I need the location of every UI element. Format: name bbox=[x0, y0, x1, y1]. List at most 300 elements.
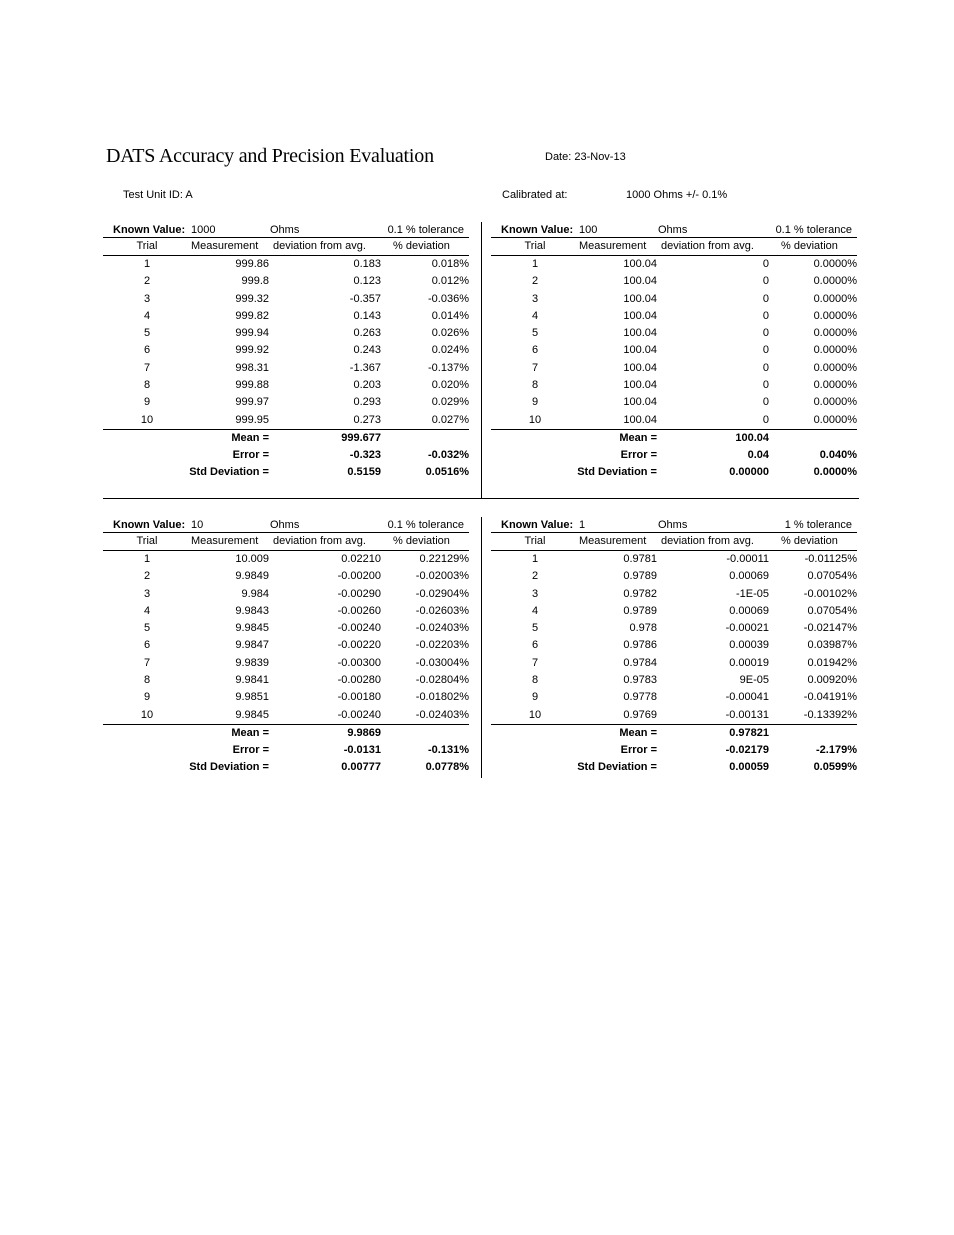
table-row bbox=[491, 377, 857, 394]
pct-deviation-cell: 0.0000% bbox=[813, 379, 857, 392]
measurement-cell: 999.8 bbox=[241, 275, 269, 288]
deviation-cell: 0 bbox=[762, 275, 769, 288]
table-row bbox=[103, 256, 469, 273]
trial-cell: 8 bbox=[531, 379, 539, 392]
error-row bbox=[491, 447, 857, 464]
table-row bbox=[491, 707, 857, 724]
mean-row bbox=[491, 725, 857, 742]
std-deviation-value: 0.5159 bbox=[347, 466, 381, 479]
deviation-cell: -0.00290 bbox=[337, 587, 381, 600]
pct-deviation-cell: 0.0000% bbox=[813, 396, 857, 409]
trial-cell: 6 bbox=[143, 344, 151, 357]
pct-deviation-cell: 0.0000% bbox=[813, 361, 857, 374]
error-value: -0.02179 bbox=[725, 744, 769, 757]
trial-cell: 3 bbox=[143, 292, 151, 305]
deviation-cell: -0.357 bbox=[349, 292, 381, 305]
measurement-cell: 999.95 bbox=[235, 413, 269, 426]
pct-deviation-cell: -0.02003% bbox=[415, 570, 469, 583]
pct-deviation-cell: 0.026% bbox=[431, 327, 469, 340]
known-value-row bbox=[491, 518, 857, 532]
pct-deviation-cell: 0.07054% bbox=[807, 570, 857, 583]
trial-cell: 4 bbox=[143, 309, 151, 322]
header-measurement: Measurement bbox=[579, 535, 647, 547]
measurement-cell: 100.04 bbox=[623, 309, 657, 322]
measurement-cell: 999.86 bbox=[235, 258, 269, 270]
calibrated-value: 1000 Ohms +/- 0.1% bbox=[626, 189, 728, 201]
mean-row bbox=[103, 430, 469, 447]
header-pct-deviation: % deviation bbox=[393, 240, 450, 252]
pct-deviation-cell: -0.02904% bbox=[415, 587, 469, 600]
measurement-cell: 9.9849 bbox=[235, 570, 269, 583]
pct-deviation-cell: -0.00102% bbox=[803, 587, 857, 600]
measurement-cell: 999.82 bbox=[235, 309, 269, 322]
deviation-cell: 0.263 bbox=[353, 327, 381, 340]
table-row bbox=[103, 586, 469, 603]
deviation-cell: -1.367 bbox=[349, 361, 381, 374]
trial-cell: 8 bbox=[531, 674, 539, 687]
tolerance-label: 0.1 % tolerance bbox=[387, 224, 464, 236]
measurement-cell: 0.978 bbox=[629, 622, 657, 635]
table-row bbox=[103, 603, 469, 620]
std-deviation-label: Std Deviation = bbox=[189, 466, 269, 479]
deviation-cell: -0.00021 bbox=[725, 622, 769, 635]
mean-value: 0.97821 bbox=[729, 726, 769, 739]
measurement-cell: 999.94 bbox=[235, 327, 269, 340]
table-row bbox=[103, 707, 469, 724]
table-row bbox=[491, 342, 857, 359]
deviation-cell: 9E-05 bbox=[739, 674, 769, 687]
measurement-cell: 100.04 bbox=[623, 258, 657, 270]
known-value: 1000 bbox=[191, 224, 216, 236]
known-value-row bbox=[103, 223, 469, 237]
measurement-cell: 100.04 bbox=[623, 379, 657, 392]
error-pct-value: -0.032% bbox=[428, 449, 469, 462]
error-value: 0.04 bbox=[747, 449, 769, 462]
pct-deviation-cell: -0.03004% bbox=[415, 656, 469, 669]
header-measurement: Measurement bbox=[579, 240, 647, 252]
table-row bbox=[491, 291, 857, 308]
table-row bbox=[103, 394, 469, 411]
known-value-unit: Ohms bbox=[270, 519, 300, 531]
header-trial: Trial bbox=[524, 240, 546, 252]
measurement-cell: 0.9789 bbox=[623, 604, 657, 617]
measurement-cell: 999.32 bbox=[235, 292, 269, 305]
std-deviation-pct-value: 0.0000% bbox=[813, 466, 857, 479]
std-deviation-value: 0.00059 bbox=[729, 761, 769, 774]
pct-deviation-cell: 0.012% bbox=[431, 275, 469, 288]
std-deviation-pct-value: 0.0599% bbox=[813, 761, 857, 774]
data-table-panel bbox=[491, 518, 857, 777]
trial-cell: 4 bbox=[531, 604, 539, 617]
data-table-panel bbox=[103, 223, 469, 482]
table-row bbox=[491, 551, 857, 568]
measurement-cell: 0.9784 bbox=[623, 656, 657, 669]
deviation-cell: -1E-05 bbox=[735, 587, 769, 600]
stats-block bbox=[491, 724, 857, 777]
trial-cell: 9 bbox=[531, 396, 539, 409]
trial-cell: 9 bbox=[531, 691, 539, 704]
std-deviation-row bbox=[491, 464, 857, 481]
pct-deviation-cell: 0.027% bbox=[431, 413, 469, 426]
measurement-cell: 10.009 bbox=[235, 553, 269, 565]
table-row bbox=[491, 256, 857, 273]
table-row bbox=[103, 291, 469, 308]
measurement-cell: 100.04 bbox=[623, 344, 657, 357]
pct-deviation-cell: -0.01802% bbox=[415, 691, 469, 704]
table-row bbox=[103, 637, 469, 654]
measurement-cell: 100.04 bbox=[623, 361, 657, 374]
deviation-cell: -0.00220 bbox=[337, 639, 381, 652]
pct-deviation-cell: 0.029% bbox=[431, 396, 469, 409]
deviation-cell: -0.00240 bbox=[337, 622, 381, 635]
trial-cell: 7 bbox=[143, 656, 151, 669]
deviation-cell: 0 bbox=[762, 396, 769, 409]
trial-cell: 2 bbox=[143, 570, 151, 583]
pct-deviation-cell: 0.01942% bbox=[807, 656, 857, 669]
measurement-cell: 100.04 bbox=[623, 292, 657, 305]
mean-label: Mean = bbox=[619, 726, 657, 739]
std-deviation-row bbox=[103, 759, 469, 776]
error-pct-value: -2.179% bbox=[816, 744, 857, 757]
pct-deviation-cell: -0.036% bbox=[428, 292, 469, 305]
deviation-cell: 0 bbox=[762, 309, 769, 322]
trial-cell: 9 bbox=[143, 396, 151, 409]
page-title: DATS Accuracy and Precision Evaluation bbox=[106, 145, 434, 167]
table-row bbox=[491, 360, 857, 377]
header-trial: Trial bbox=[136, 535, 158, 547]
pct-deviation-cell: -0.02603% bbox=[415, 604, 469, 617]
header-deviation: deviation from avg. bbox=[661, 240, 754, 252]
pct-deviation-cell: -0.04191% bbox=[803, 691, 857, 704]
table-row bbox=[103, 325, 469, 342]
trial-cell: 5 bbox=[531, 622, 539, 635]
pct-deviation-cell: 0.018% bbox=[431, 258, 469, 270]
mean-label: Mean = bbox=[619, 431, 657, 444]
deviation-cell: 0.00069 bbox=[729, 570, 769, 583]
error-label: Error = bbox=[232, 744, 269, 757]
trial-cell: 1 bbox=[143, 258, 151, 270]
pct-deviation-cell: -0.02804% bbox=[415, 674, 469, 687]
pct-deviation-cell: 0.22129% bbox=[419, 553, 469, 565]
table-row bbox=[103, 273, 469, 290]
deviation-cell: -0.00011 bbox=[726, 553, 769, 565]
known-value-label: Known Value: bbox=[501, 224, 574, 236]
error-label: Error = bbox=[620, 449, 657, 462]
measurement-cell: 9.9841 bbox=[235, 674, 269, 687]
table-row bbox=[491, 603, 857, 620]
trial-cell: 2 bbox=[143, 275, 151, 288]
error-label: Error = bbox=[620, 744, 657, 757]
table-row bbox=[491, 637, 857, 654]
deviation-cell: -0.00200 bbox=[337, 570, 381, 583]
trial-cell: 10 bbox=[528, 413, 542, 426]
horizontal-divider bbox=[103, 498, 859, 499]
deviation-cell: 0.273 bbox=[353, 413, 381, 426]
known-value: 1 bbox=[579, 519, 586, 531]
deviation-cell: 0.203 bbox=[353, 379, 381, 392]
deviation-cell: 0.183 bbox=[353, 258, 381, 270]
pct-deviation-cell: 0.03987% bbox=[807, 639, 857, 652]
pct-deviation-cell: -0.02203% bbox=[415, 639, 469, 652]
test-unit-id: Test Unit ID: A bbox=[123, 189, 193, 201]
std-deviation-pct-value: 0.0778% bbox=[425, 761, 469, 774]
deviation-cell: 0.02210 bbox=[341, 553, 381, 565]
error-value: -0.0131 bbox=[343, 744, 381, 757]
deviation-cell: 0 bbox=[762, 379, 769, 392]
trial-cell: 7 bbox=[143, 361, 151, 374]
table-header bbox=[491, 532, 857, 551]
calibrated-label: Calibrated at: bbox=[502, 189, 568, 201]
measurement-cell: 9.9845 bbox=[235, 708, 269, 721]
table-row bbox=[491, 412, 857, 429]
std-deviation-label: Std Deviation = bbox=[577, 466, 657, 479]
table-row bbox=[103, 551, 469, 568]
trial-cell: 7 bbox=[531, 361, 539, 374]
error-row bbox=[103, 447, 469, 464]
error-row bbox=[491, 742, 857, 759]
pct-deviation-cell: 0.0000% bbox=[813, 292, 857, 305]
table-row bbox=[103, 620, 469, 637]
vertical-divider-bottom bbox=[481, 517, 482, 778]
mean-label: Mean = bbox=[231, 726, 269, 739]
table-row bbox=[491, 394, 857, 411]
pct-deviation-cell: 0.07054% bbox=[807, 604, 857, 617]
pct-deviation-cell: -0.01125% bbox=[804, 553, 857, 565]
trial-cell: 8 bbox=[143, 674, 151, 687]
header-pct-deviation: % deviation bbox=[781, 240, 838, 252]
trial-cell: 9 bbox=[143, 691, 151, 704]
std-deviation-value: 0.00777 bbox=[341, 761, 381, 774]
trial-cell: 7 bbox=[531, 656, 539, 669]
trial-cell: 10 bbox=[140, 413, 154, 426]
deviation-cell: -0.00041 bbox=[725, 691, 769, 704]
mean-value: 999.677 bbox=[341, 431, 381, 444]
trial-cell: 10 bbox=[528, 708, 542, 721]
tolerance-label: 1 % tolerance bbox=[784, 519, 852, 531]
pct-deviation-cell: 0.00920% bbox=[807, 674, 857, 687]
measurement-cell: 100.04 bbox=[623, 275, 657, 288]
deviation-cell: 0 bbox=[762, 413, 769, 426]
known-value-label: Known Value: bbox=[501, 519, 574, 531]
deviation-cell: 0.123 bbox=[353, 275, 381, 288]
table-row bbox=[103, 308, 469, 325]
header-measurement: Measurement bbox=[191, 535, 259, 547]
data-table-panel bbox=[491, 223, 857, 482]
pct-deviation-cell: -0.02403% bbox=[415, 622, 469, 635]
measurement-cell: 9.9839 bbox=[235, 656, 269, 669]
deviation-cell: -0.00131 bbox=[725, 708, 769, 721]
deviation-cell: 0.00069 bbox=[729, 604, 769, 617]
data-table-panel bbox=[103, 518, 469, 777]
trial-cell: 5 bbox=[143, 622, 151, 635]
std-deviation-row bbox=[103, 464, 469, 481]
pct-deviation-cell: 0.0000% bbox=[813, 327, 857, 340]
table-header bbox=[103, 237, 469, 256]
pct-deviation-cell: -0.02147% bbox=[803, 622, 857, 635]
known-value-unit: Ohms bbox=[658, 519, 688, 531]
trial-cell: 5 bbox=[531, 327, 539, 340]
header-deviation: deviation from avg. bbox=[661, 535, 754, 547]
pct-deviation-cell: 0.0000% bbox=[813, 344, 857, 357]
table-row bbox=[103, 689, 469, 706]
trial-cell: 4 bbox=[143, 604, 151, 617]
stats-block bbox=[103, 724, 469, 777]
table-row bbox=[103, 342, 469, 359]
measurement-cell: 9.9843 bbox=[235, 604, 269, 617]
measurement-cell: 998.31 bbox=[235, 361, 269, 374]
known-value-unit: Ohms bbox=[270, 224, 300, 236]
trial-cell: 3 bbox=[531, 587, 539, 600]
stats-block bbox=[491, 429, 857, 482]
table-row bbox=[103, 568, 469, 585]
pct-deviation-cell: 0.0000% bbox=[813, 309, 857, 322]
stats-block bbox=[103, 429, 469, 482]
deviation-cell: 0.293 bbox=[353, 396, 381, 409]
deviation-cell: 0 bbox=[762, 361, 769, 374]
std-deviation-value: 0.00000 bbox=[729, 466, 769, 479]
pct-deviation-cell: 0.0000% bbox=[813, 275, 857, 288]
vertical-divider-top bbox=[481, 222, 482, 498]
measurement-cell: 100.04 bbox=[623, 396, 657, 409]
table-row bbox=[491, 308, 857, 325]
std-deviation-label: Std Deviation = bbox=[577, 761, 657, 774]
table-row bbox=[103, 360, 469, 377]
deviation-cell: 0 bbox=[762, 327, 769, 340]
header-trial: Trial bbox=[524, 535, 546, 547]
table-header bbox=[491, 237, 857, 256]
table-row bbox=[491, 672, 857, 689]
error-pct-value: 0.040% bbox=[819, 449, 857, 462]
pct-deviation-cell: 0.014% bbox=[431, 309, 469, 322]
header-measurement: Measurement bbox=[191, 240, 259, 252]
measurement-cell: 100.04 bbox=[623, 327, 657, 340]
header-deviation: deviation from avg. bbox=[273, 240, 366, 252]
table-row bbox=[103, 655, 469, 672]
table-row bbox=[491, 655, 857, 672]
measurement-cell: 100.04 bbox=[623, 413, 657, 426]
deviation-cell: -0.00260 bbox=[337, 604, 381, 617]
deviation-cell: 0 bbox=[762, 344, 769, 357]
std-deviation-row bbox=[491, 759, 857, 776]
pct-deviation-cell: 0.024% bbox=[431, 344, 469, 357]
std-deviation-pct-value: 0.0516% bbox=[425, 466, 469, 479]
tolerance-label: 0.1 % tolerance bbox=[775, 224, 852, 236]
table-row bbox=[103, 672, 469, 689]
deviation-cell: -0.00280 bbox=[337, 674, 381, 687]
known-value-label: Known Value: bbox=[113, 519, 186, 531]
trial-cell: 3 bbox=[531, 292, 539, 305]
measurement-cell: 999.97 bbox=[235, 396, 269, 409]
trial-cell: 4 bbox=[531, 309, 539, 322]
table-row bbox=[491, 568, 857, 585]
pct-deviation-cell: -0.02403% bbox=[415, 708, 469, 721]
measurement-cell: 0.9789 bbox=[623, 570, 657, 583]
error-label: Error = bbox=[232, 449, 269, 462]
mean-label: Mean = bbox=[231, 431, 269, 444]
table-row bbox=[491, 586, 857, 603]
deviation-cell: -0.00300 bbox=[337, 656, 381, 669]
trial-cell: 2 bbox=[531, 570, 539, 583]
measurement-cell: 0.9769 bbox=[623, 708, 657, 721]
date-text: Date: 23-Nov-13 bbox=[545, 151, 626, 163]
mean-row bbox=[103, 725, 469, 742]
header-pct-deviation: % deviation bbox=[781, 535, 838, 547]
table-row bbox=[103, 412, 469, 429]
trial-cell: 1 bbox=[143, 553, 151, 565]
deviation-cell: -0.00180 bbox=[337, 691, 381, 704]
measurement-cell: 9.9851 bbox=[235, 691, 269, 704]
deviation-cell: 0.243 bbox=[353, 344, 381, 357]
known-value-row bbox=[491, 223, 857, 237]
pct-deviation-cell: 0.0000% bbox=[813, 258, 857, 270]
table-row bbox=[491, 620, 857, 637]
measurement-cell: 999.88 bbox=[235, 379, 269, 392]
mean-value: 100.04 bbox=[735, 431, 769, 444]
trial-cell: 8 bbox=[143, 379, 151, 392]
error-value: -0.323 bbox=[349, 449, 381, 462]
std-deviation-label: Std Deviation = bbox=[189, 761, 269, 774]
deviation-cell: 0.143 bbox=[353, 309, 381, 322]
deviation-cell: 0.00019 bbox=[729, 656, 769, 669]
known-value-unit: Ohms bbox=[658, 224, 688, 236]
deviation-cell: 0 bbox=[762, 292, 769, 305]
table-row bbox=[103, 377, 469, 394]
table-row bbox=[491, 325, 857, 342]
error-pct-value: -0.131% bbox=[428, 744, 469, 757]
measurement-cell: 9.9847 bbox=[235, 639, 269, 652]
trial-cell: 6 bbox=[143, 639, 151, 652]
measurement-cell: 999.92 bbox=[235, 344, 269, 357]
trial-cell: 2 bbox=[531, 275, 539, 288]
header-trial: Trial bbox=[136, 240, 158, 252]
deviation-cell: -0.00240 bbox=[337, 708, 381, 721]
error-row bbox=[103, 742, 469, 759]
measurement-cell: 0.9781 bbox=[623, 553, 657, 565]
table-row bbox=[491, 273, 857, 290]
trial-cell: 1 bbox=[531, 553, 539, 565]
measurement-cell: 0.9786 bbox=[623, 639, 657, 652]
table-header bbox=[103, 532, 469, 551]
known-value-label: Known Value: bbox=[113, 224, 186, 236]
measurement-cell: 0.9783 bbox=[623, 674, 657, 687]
measurement-cell: 0.9782 bbox=[623, 587, 657, 600]
pct-deviation-cell: 0.0000% bbox=[813, 413, 857, 426]
trial-cell: 5 bbox=[143, 327, 151, 340]
header-pct-deviation: % deviation bbox=[393, 535, 450, 547]
trial-cell: 1 bbox=[531, 258, 539, 270]
mean-value: 9.9869 bbox=[347, 726, 381, 739]
measurement-cell: 9.9845 bbox=[235, 622, 269, 635]
mean-row bbox=[491, 430, 857, 447]
pct-deviation-cell: -0.13392% bbox=[803, 708, 857, 721]
trial-cell: 6 bbox=[531, 639, 539, 652]
pct-deviation-cell: 0.020% bbox=[431, 379, 469, 392]
deviation-cell: 0 bbox=[762, 258, 769, 270]
trial-cell: 3 bbox=[143, 587, 151, 600]
known-value: 100 bbox=[579, 224, 598, 236]
header-deviation: deviation from avg. bbox=[273, 535, 366, 547]
measurement-cell: 0.9778 bbox=[623, 691, 657, 704]
deviation-cell: 0.00039 bbox=[729, 639, 769, 652]
known-value: 10 bbox=[191, 519, 204, 531]
trial-cell: 6 bbox=[531, 344, 539, 357]
pct-deviation-cell: -0.137% bbox=[428, 361, 469, 374]
tolerance-label: 0.1 % tolerance bbox=[387, 519, 464, 531]
table-row bbox=[491, 689, 857, 706]
known-value-row bbox=[103, 518, 469, 532]
measurement-cell: 9.984 bbox=[241, 587, 269, 600]
trial-cell: 10 bbox=[140, 708, 154, 721]
